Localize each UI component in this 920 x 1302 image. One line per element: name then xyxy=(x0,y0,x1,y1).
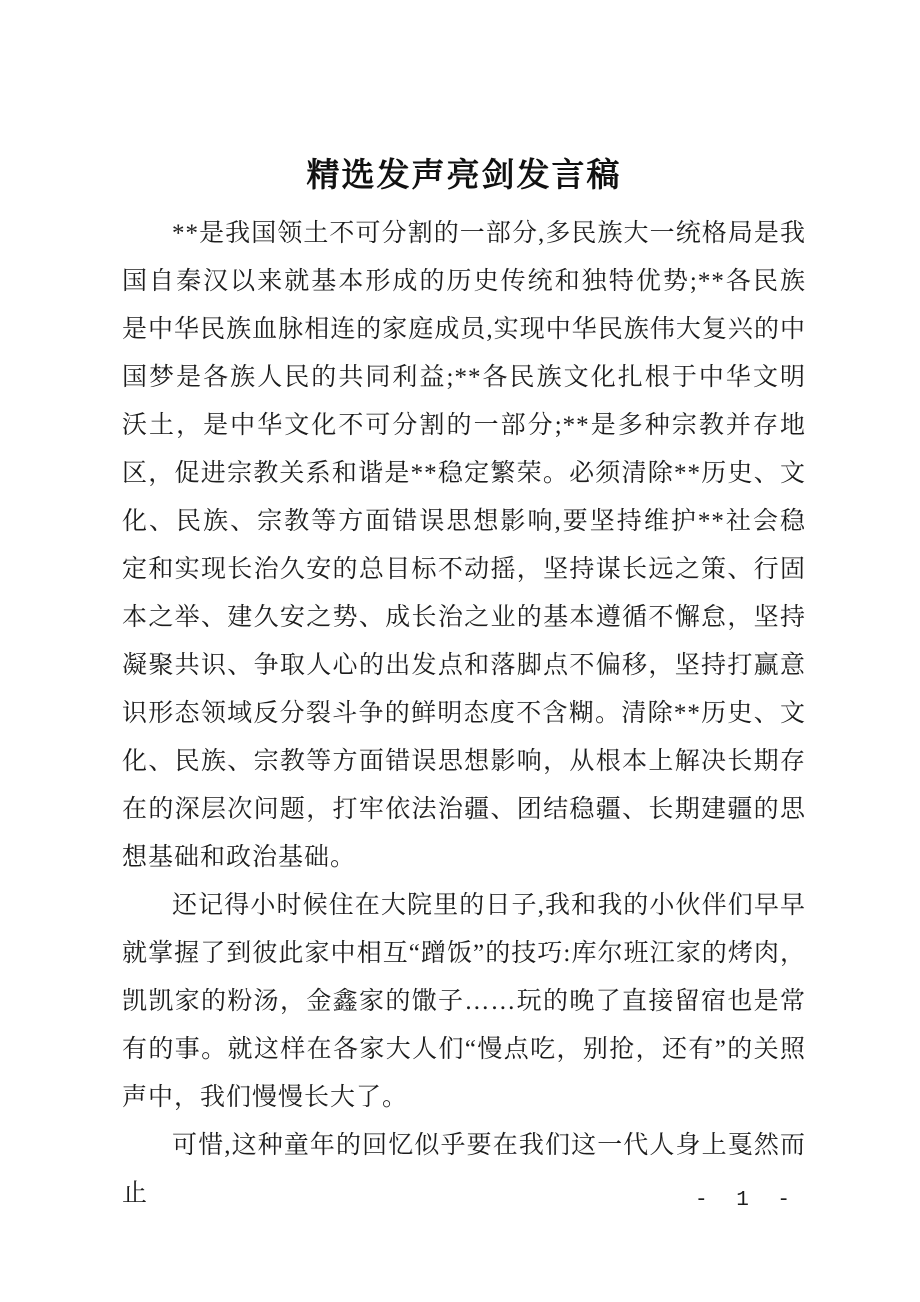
page-number: - 1 - xyxy=(694,1189,798,1212)
paragraph-3: 可惜,这种童年的回忆似乎要在我们这一代人身上戛然而止 xyxy=(122,1132,806,1207)
paragraph-2: 还记得小时候住在大院里的日子,我和我的小伙伴们早早就掌握了到彼此家中相互“蹭饭”的技巧:库尔班江家的烤肉，凯凯家的粉汤，金鑫家的馓子……玩的晚了直接留宿也是常有的事。就这样在各家大人们“慢点吃，别抢，还有”的关照声中，我们慢慢长大了。 xyxy=(122,892,806,1111)
paragraph-1: **是我国领土不可分割的一部分,多民族大一统格局是我国自秦汉以来就基本形成的历史传统和独特优势;**各民族是中华民族血脉相连的家庭成员,实现中华民族伟大复兴的中国梦是各族人民的共同利益;**各民族文化扎根于中华文明沃土，是中华文化不可分割的一部分;**是多种宗教并存地区，促进宗教关系和谐是**稳定繁荣。必须清除**历史、文化、民族、宗教等方面错误思想影响,要坚持维护**社会稳定和实现长治久安的总目标不动摇，坚持谋长远之策、行固本之举、建久安之势、成长治之业的基本遵循不懈怠，坚持凝聚共识、争取人心的出发点和落脚点不偏移，坚持打赢意识形态领域反分裂斗争的鲜明态度不含糊。清除**历史、文化、民族、宗教等方面错误思想影响，从根本上解决长期存在的深层次问题，打牢依法治疆、团结稳疆、长期建疆的思想基础和政治基础。 xyxy=(122,220,806,871)
document-title: 精选发声亮剑发言稿 xyxy=(306,158,622,194)
document-content xyxy=(122,152,806,1218)
